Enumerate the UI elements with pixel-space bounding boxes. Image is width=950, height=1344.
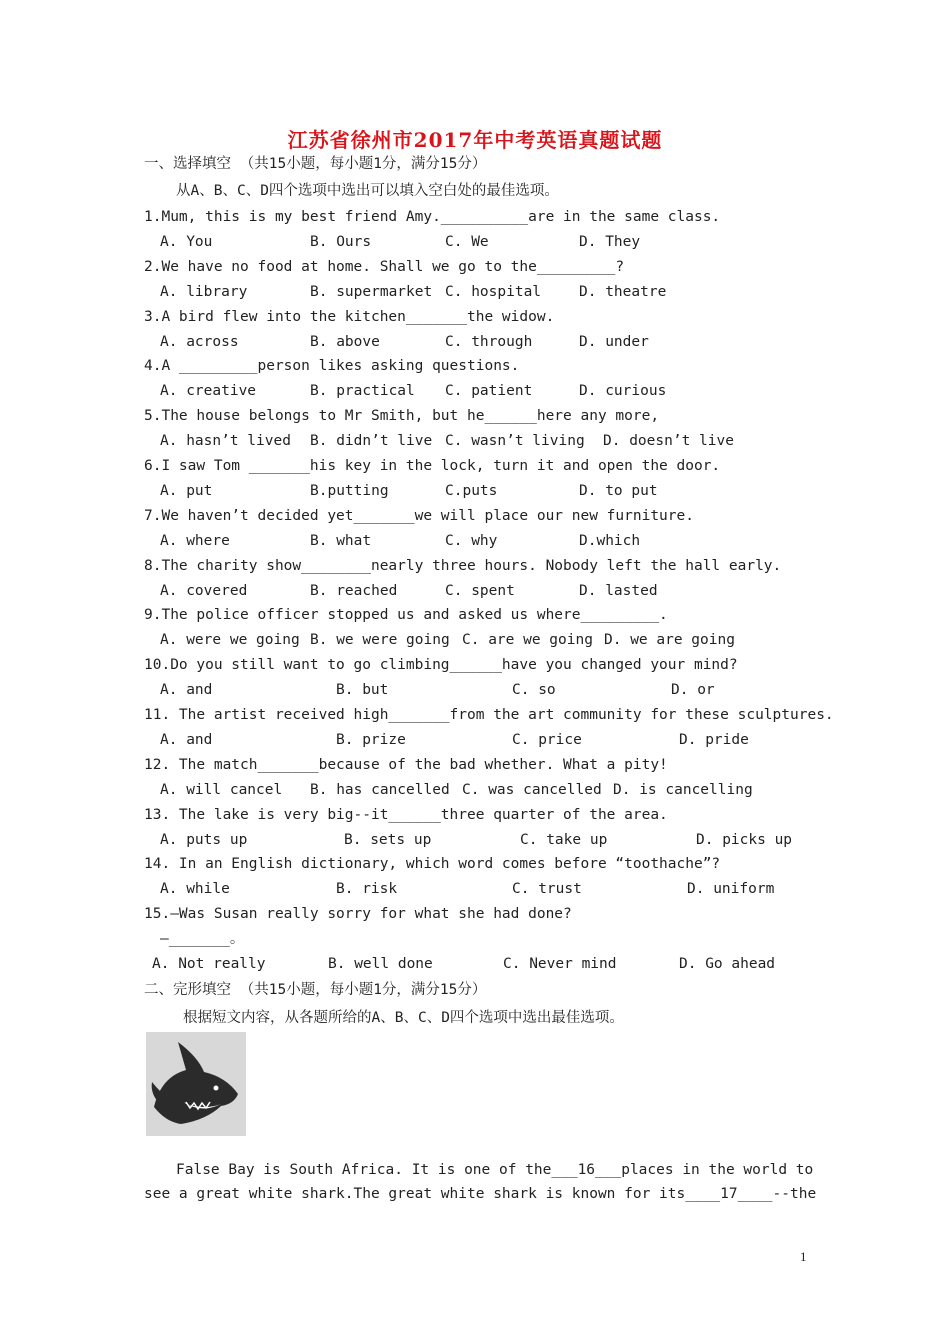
- page-title: 江苏省徐州市2017年中考英语真题试题: [287, 128, 663, 152]
- answer-option[interactable]: D. pride: [679, 731, 749, 748]
- section2-instruction: 根据短文内容，从各题所给的A、B、C、D四个选项中选出最佳选项。: [183, 1010, 624, 1026]
- answer-option[interactable]: C. why: [445, 532, 498, 549]
- question-stem: 14. In an English dictionary, which word comes before “toothache”?: [144, 856, 721, 873]
- passage-line-1: False Bay is South Africa. It is one of the___16___places in the world to: [176, 1162, 814, 1178]
- question-stem: 9.The police officer stopped us and asked us where_________.: [144, 607, 668, 624]
- answer-option[interactable]: A. put: [160, 482, 213, 499]
- question-stem: 7.We haven’t decided yet_______we will place our new furniture.: [144, 507, 694, 524]
- answer-option[interactable]: B. didn’t live: [310, 433, 433, 450]
- answer-option[interactable]: B. reached: [310, 582, 398, 599]
- answer-option[interactable]: D. doesn’t live: [603, 433, 734, 450]
- answer-option[interactable]: C. patient: [445, 383, 533, 400]
- answer-option[interactable]: C. through: [445, 333, 533, 350]
- answer-option[interactable]: A. will cancel: [160, 781, 283, 798]
- shark-image: [146, 1032, 246, 1136]
- answer-option[interactable]: C. Never mind: [503, 956, 617, 972]
- question-stem: 5.The house belongs to Mr Smith, but he______here any more,: [144, 408, 660, 425]
- answer-option[interactable]: B. Ours: [310, 233, 372, 250]
- section1-header: 一、选择填空 （共15小题，每小题1分，满分15分）: [144, 156, 487, 172]
- answer-option[interactable]: A. where: [160, 532, 230, 549]
- answer-option[interactable]: C. spent: [445, 582, 515, 599]
- answer-option[interactable]: C. trust: [512, 881, 582, 898]
- answer-option[interactable]: D. Go ahead: [679, 956, 776, 972]
- question-stem: 15.—Was Susan really sorry for what she had done?: [144, 906, 572, 923]
- answer-option[interactable]: C. wasn’t living: [445, 433, 585, 450]
- answer-option[interactable]: C. was cancelled: [462, 781, 602, 798]
- question-stem: 2.We have no food at home. Shall we go to the_________?: [144, 258, 625, 275]
- answer-option[interactable]: B.putting: [310, 482, 389, 499]
- question-stem: 8.The charity show________nearly three hours. Nobody left the hall early.: [144, 557, 782, 574]
- answer-option[interactable]: B. risk: [336, 881, 398, 898]
- answer-option[interactable]: B. has cancelled: [310, 781, 450, 798]
- answer-option[interactable]: A. and: [160, 731, 213, 748]
- answer-option[interactable]: C. hospital: [445, 283, 542, 300]
- answer-option[interactable]: C. are we going: [462, 632, 593, 649]
- answer-option[interactable]: B. well done: [328, 956, 433, 972]
- answer-option[interactable]: D. curious: [579, 383, 667, 400]
- answer-option[interactable]: A. Not really: [152, 956, 266, 972]
- answer-option[interactable]: C.puts: [445, 482, 498, 499]
- answer-option[interactable]: D. we are going: [604, 632, 735, 649]
- answer-option[interactable]: C. take up: [520, 831, 608, 848]
- answer-option[interactable]: C. We: [445, 233, 489, 250]
- answer-option[interactable]: D. is cancelling: [613, 781, 753, 798]
- passage-line-2: see a great white shark.The great white shark is known for its____17____--the: [144, 1186, 817, 1202]
- answer-option[interactable]: D. uniform: [687, 881, 775, 898]
- answer-option[interactable]: D.which: [579, 532, 641, 549]
- shark-icon: [146, 1032, 246, 1136]
- question-stem: 1.Mum, this is my best friend Amy.__________are in the same class.: [144, 209, 721, 225]
- answer-option[interactable]: A. library: [160, 283, 248, 300]
- question-stem: 11. The artist received high_______from the art community for these sculptures.: [144, 707, 834, 723]
- answer-option[interactable]: B. but: [336, 682, 389, 699]
- answer-option[interactable]: B. supermarket: [310, 283, 433, 300]
- answer-option[interactable]: D. or: [671, 682, 715, 699]
- question-stem: 12. The match_______because of the bad whether. What a pity!: [144, 756, 668, 773]
- section2-header: 二、完形填空 （共15小题，每小题1分，满分15分）: [144, 982, 487, 998]
- question-stem: 13. The lake is very big--it______three quarter of the area.: [144, 806, 668, 823]
- question-stem: 3.A bird flew into the kitchen_______the widow.: [144, 308, 555, 325]
- answer-option[interactable]: D. under: [579, 333, 649, 350]
- answer-option[interactable]: A. puts up: [160, 831, 248, 848]
- answer-option[interactable]: A. across: [160, 333, 239, 350]
- answer-option[interactable]: D. lasted: [579, 582, 658, 599]
- answer-option[interactable]: A. were we going: [160, 632, 300, 649]
- answer-option[interactable]: C. price: [512, 731, 582, 748]
- answer-option[interactable]: B. sets up: [344, 831, 432, 848]
- answer-option[interactable]: A. and: [160, 682, 213, 699]
- answer-option[interactable]: A. while: [160, 881, 230, 898]
- answer-option[interactable]: B. prize: [336, 731, 406, 748]
- answer-option[interactable]: D. theatre: [579, 283, 667, 300]
- answer-option[interactable]: A. creative: [160, 383, 257, 400]
- answer-option[interactable]: B. above: [310, 333, 380, 350]
- answer-option[interactable]: D. picks up: [696, 831, 793, 848]
- answer-option[interactable]: A. hasn’t lived: [160, 433, 291, 450]
- question-stem: 4.A _________person likes asking questions.: [144, 358, 520, 375]
- question-reply: —_______。: [160, 931, 245, 948]
- answer-option[interactable]: B. practical: [310, 383, 415, 400]
- answer-option[interactable]: B. what: [310, 532, 372, 549]
- answer-option[interactable]: D. They: [579, 233, 641, 250]
- answer-option[interactable]: A. covered: [160, 582, 248, 599]
- answer-option[interactable]: D. to put: [579, 482, 658, 499]
- answer-option[interactable]: A. You: [160, 233, 213, 250]
- question-stem: 6.I saw Tom _______his key in the lock, turn it and open the door.: [144, 458, 721, 474]
- section1-instruction: 从A、B、C、D四个选项中选出可以填入空白处的最佳选项。: [176, 183, 559, 199]
- question-stem: 10.Do you still want to go climbing______have you changed your mind?: [144, 657, 738, 674]
- answer-option[interactable]: B. we were going: [310, 632, 450, 649]
- answer-option[interactable]: C. so: [512, 682, 556, 699]
- page-number: 1: [800, 1249, 807, 1264]
